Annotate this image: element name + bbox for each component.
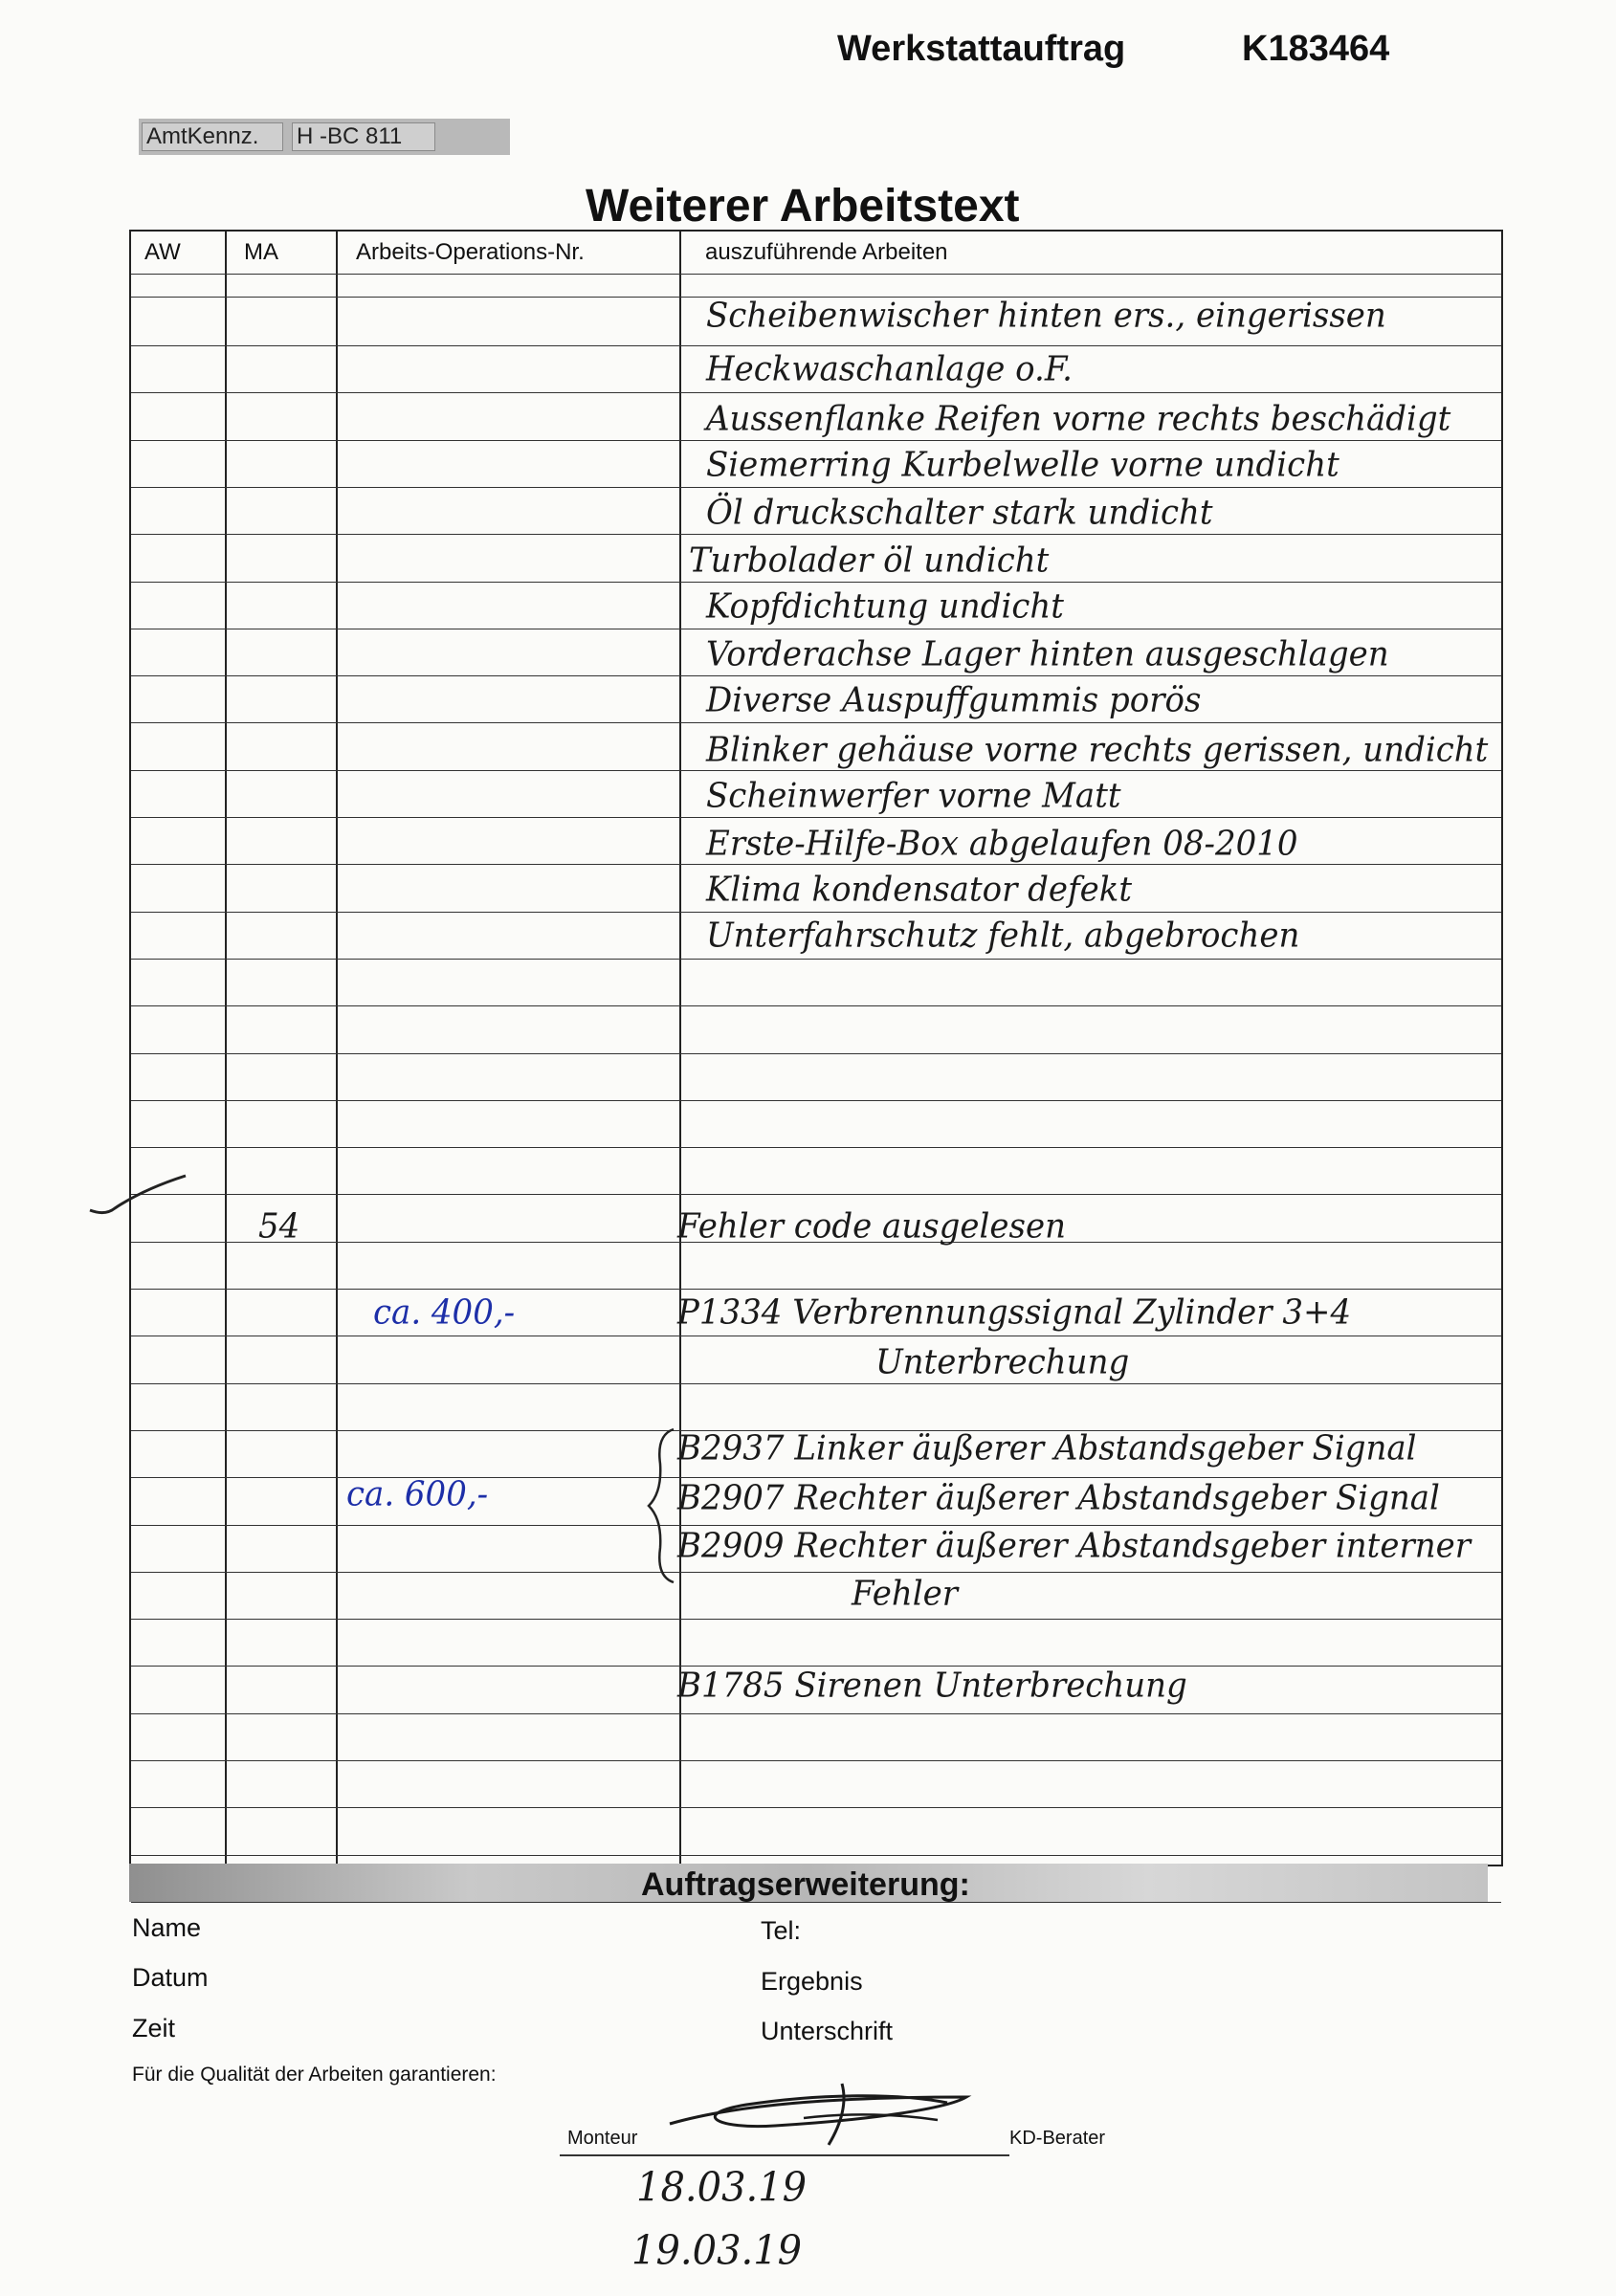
- table-rule: [131, 959, 1501, 960]
- table-rule: [131, 864, 1501, 865]
- work-item: Scheinwerfer vorne Matt: [706, 776, 1121, 816]
- monteur-label: Monteur: [567, 2128, 638, 2149]
- work-item: Aussenflanke Reifen vorne rechts beschädigt: [706, 399, 1451, 439]
- table-rule: [131, 1807, 1501, 1808]
- fault-code: Unterbrechung: [875, 1342, 1130, 1382]
- table-rule: [131, 392, 1501, 393]
- check-mark-icon: [86, 1172, 191, 1229]
- work-item: Scheibenwischer hinten ers., eingerissen: [706, 296, 1386, 336]
- work-item: Siemerring Kurbelwelle vorne undicht: [706, 445, 1339, 485]
- phone-label: Tel:: [761, 1916, 802, 1945]
- fault-code: P1334 Verbrennungssignal Zylinder 3+4: [677, 1292, 1352, 1333]
- fault-code: B2909 Rechter äußerer Abstandsgeber interner: [677, 1526, 1471, 1566]
- monteur-signature: [660, 2076, 985, 2152]
- table-rule: [131, 1289, 1501, 1290]
- column-header-work: auszuführende Arbeiten: [705, 239, 948, 265]
- time-label: Zeit: [132, 2014, 176, 2042]
- table-rule: [131, 1572, 1501, 1573]
- table-rule: [131, 440, 1501, 441]
- work-item: Blinker gehäuse vorne rechts gerissen, undicht: [706, 730, 1489, 770]
- work-item: Erste-Hilfe-Box abgelaufen 08-2010: [706, 824, 1298, 864]
- table-rule: [131, 1619, 1501, 1620]
- name-label: Name: [132, 1913, 202, 1942]
- date-label: Datum: [132, 1963, 209, 1992]
- column-header-ma: MA: [244, 239, 278, 265]
- table-rule: [131, 817, 1501, 818]
- table-rule: [131, 1713, 1501, 1714]
- ma-value: 54: [258, 1206, 300, 1247]
- fault-code: B2937 Linker äußerer Abstandsgeber Signal: [677, 1428, 1417, 1468]
- fault-code: B1785 Sirenen Unterbrechung: [677, 1666, 1187, 1706]
- result-label: Ergebnis: [761, 1967, 863, 1996]
- work-item: Klima kondensator defekt: [706, 870, 1132, 910]
- guarantee-text: Für die Qualität der Arbeiten garantieren:: [132, 2064, 497, 2086]
- work-item: Kopfdichtung undicht: [706, 586, 1064, 627]
- work-item: Unterfahrschutz fehlt, abgebrochen: [706, 916, 1300, 956]
- table-rule: [131, 1383, 1501, 1384]
- handwritten-date: 18.03.19: [636, 2164, 808, 2212]
- table-rule: [131, 582, 1501, 583]
- fault-code: Fehler: [852, 1574, 958, 1614]
- signature-label: Unterschrift: [761, 2017, 894, 2045]
- plate-value: H -BC 811: [292, 122, 435, 151]
- work-item: Turbolader öl undicht: [689, 541, 1050, 581]
- table-rule: [131, 675, 1501, 676]
- table-rule: [131, 1100, 1501, 1101]
- table-rule: [131, 345, 1501, 346]
- plate-label: AmtKennz.: [142, 122, 283, 151]
- table-rule: [131, 912, 1501, 913]
- table-rule: [131, 1194, 1501, 1195]
- work-item: Vorderachse Lager hinten ausgeschlagen: [706, 634, 1389, 674]
- fault-read-note: Fehler code ausgelesen: [677, 1206, 1066, 1247]
- table-rule: [131, 487, 1501, 488]
- table-rule: [131, 1760, 1501, 1761]
- column-header-operation-no: Arbeits-Operations-Nr.: [356, 239, 585, 265]
- price-estimate: ca. 600,-: [346, 1474, 489, 1514]
- extension-banner: [129, 1864, 1488, 1902]
- fault-code: B2907 Rechter äußerer Abstandsgeber Signal: [677, 1478, 1440, 1518]
- table-rule: [131, 1855, 1501, 1856]
- work-item: Diverse Auspuffgummis porös: [706, 680, 1202, 720]
- work-item: Öl druckschalter stark undicht: [706, 493, 1213, 533]
- work-item: Heckwaschanlage o.F.: [706, 349, 1073, 389]
- handwritten-date: 19.03.19: [631, 2227, 803, 2275]
- section-title: Weiterer Arbeitstext: [586, 181, 1020, 232]
- brace-icon: [643, 1425, 681, 1586]
- document-title: Werkstattauftrag: [837, 29, 1126, 69]
- extension-title: Auftragserweiterung:: [641, 1866, 970, 1903]
- table-rule: [131, 534, 1501, 535]
- price-estimate: ca. 400,-: [373, 1292, 516, 1333]
- table-rule: [131, 722, 1501, 723]
- table-rule: [131, 1005, 1501, 1006]
- table-rule: [131, 1147, 1501, 1148]
- column-header-aw: AW: [144, 239, 181, 265]
- order-number: K183464: [1242, 29, 1390, 69]
- table-rule: [131, 274, 1501, 275]
- table-rule: [131, 1053, 1501, 1054]
- license-plate-strip: [139, 119, 510, 155]
- kd-berater-label: KD-Berater: [1009, 2128, 1106, 2149]
